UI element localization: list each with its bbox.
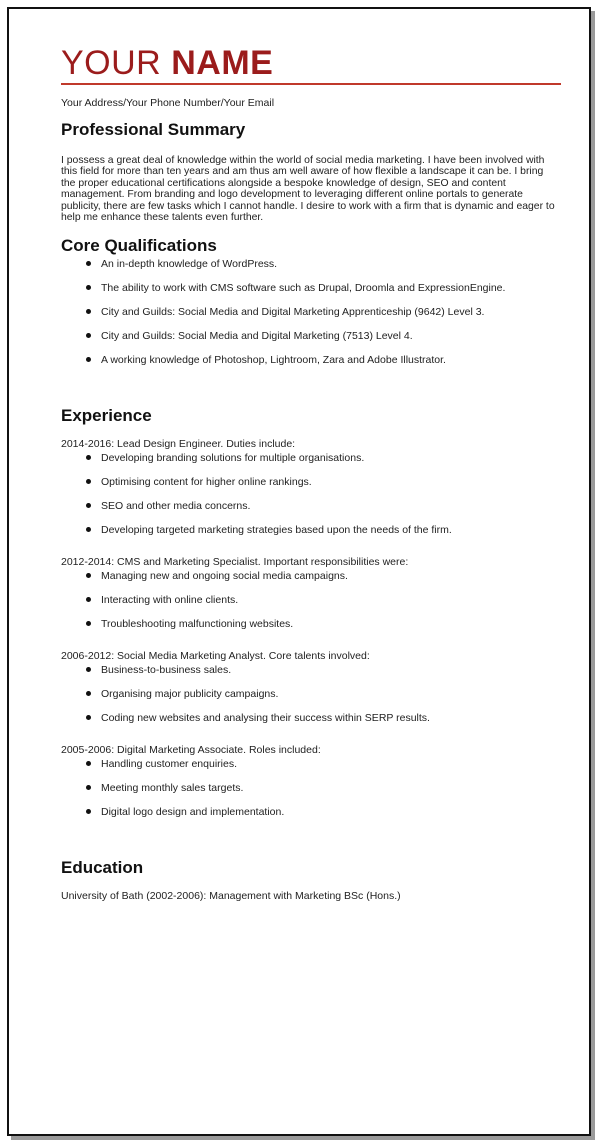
name-first: YOUR xyxy=(61,44,162,82)
list-item: Business-to-business sales. xyxy=(61,663,561,677)
bullet-icon xyxy=(86,261,91,266)
bullet-icon xyxy=(86,761,91,766)
education-heading: Education xyxy=(61,858,144,878)
role-duties-list xyxy=(61,569,561,631)
bullet-icon xyxy=(86,785,91,790)
list-item: Optimising content for higher online rankings. xyxy=(61,475,561,489)
list-item: A working knowledge of Photoshop, Lightroom, Zara and Adobe Illustrator. xyxy=(61,353,561,367)
role-duties-list xyxy=(61,451,561,537)
list-item: City and Guilds: Social Media and Digital Marketing Apprenticeship (9642) Level 3. xyxy=(61,305,561,319)
core-qualifications-list xyxy=(61,257,561,367)
list-item: Digital logo design and implementation. xyxy=(61,805,561,819)
bullet-icon xyxy=(86,333,91,338)
bullet-icon xyxy=(86,285,91,290)
bullet-icon xyxy=(86,621,91,626)
list-item: Developing branding solutions for multiple organisations. xyxy=(61,451,561,465)
bullet-icon xyxy=(86,809,91,814)
resume-name xyxy=(61,43,561,83)
bullet-icon xyxy=(86,691,91,696)
role-duties-list xyxy=(61,757,561,819)
education-entry: University of Bath (2002-2006): Management with Marketing BSc (Hons.) xyxy=(61,890,401,903)
resume-content xyxy=(61,43,561,903)
list-item: Meeting monthly sales targets. xyxy=(61,781,561,795)
list-item: City and Guilds: Social Media and Digital Marketing (7513) Level 4. xyxy=(61,329,561,343)
bullet-icon xyxy=(86,503,91,508)
resume-page xyxy=(7,7,591,1136)
list-item: Handling customer enquiries. xyxy=(61,757,561,771)
role-heading: 2006-2012: Social Media Marketing Analyst. Core talents involved: xyxy=(61,650,370,663)
core-qualifications-heading: Core Qualifications xyxy=(61,236,217,256)
role-heading: 2012-2014: CMS and Marketing Specialist. Important responsibilities were: xyxy=(61,556,409,569)
bullet-icon xyxy=(86,715,91,720)
bullet-icon xyxy=(86,527,91,532)
bullet-icon xyxy=(86,597,91,602)
name-last: NAME xyxy=(171,44,274,82)
bullet-icon xyxy=(86,455,91,460)
role-duties-list xyxy=(61,663,561,725)
list-item: Organising major publicity campaigns. xyxy=(61,687,561,701)
bullet-icon xyxy=(86,479,91,484)
bullet-icon xyxy=(86,309,91,314)
name-divider xyxy=(61,83,561,85)
experience-heading: Experience xyxy=(61,406,152,426)
list-item: Developing targeted marketing strategies based upon the needs of the firm. xyxy=(61,523,561,537)
list-item: Managing new and ongoing social media campaigns. xyxy=(61,569,561,583)
list-item: Troubleshooting malfunctioning websites. xyxy=(61,617,561,631)
contact-line: Your Address/Your Phone Number/Your Email xyxy=(61,97,275,109)
bullet-icon xyxy=(86,357,91,362)
role-heading: 2005-2006: Digital Marketing Associate. Roles included: xyxy=(61,744,321,757)
list-item: The ability to work with CMS software such as Drupal, Droomla and ExpressionEngine. xyxy=(61,281,561,295)
bullet-icon xyxy=(86,667,91,672)
list-item: An in-depth knowledge of WordPress. xyxy=(61,257,561,271)
role-heading: 2014-2016: Lead Design Engineer. Duties include: xyxy=(61,438,296,451)
bullet-icon xyxy=(86,573,91,578)
list-item: Coding new websites and analysing their success within SERP results. xyxy=(61,711,561,725)
summary-paragraph: I possess a great deal of knowledge within the world of social media marketing. I have been involved with this field for more than ten years and am thus am well aware of how flexible a landscape it can be. I bring the proper educational certifications alongside a bespoke knowledge of design, SEO and content management. From branding and logo development to leveraging different online portals to generate publicity, there are few tasks which I cannot handle. I desire to work with a firm that is dynamic and eager to help me enhance these talents even further. xyxy=(61,155,555,224)
summary-heading: Professional Summary xyxy=(61,120,246,139)
list-item: SEO and other media concerns. xyxy=(61,499,561,513)
list-item: Interacting with online clients. xyxy=(61,593,561,607)
